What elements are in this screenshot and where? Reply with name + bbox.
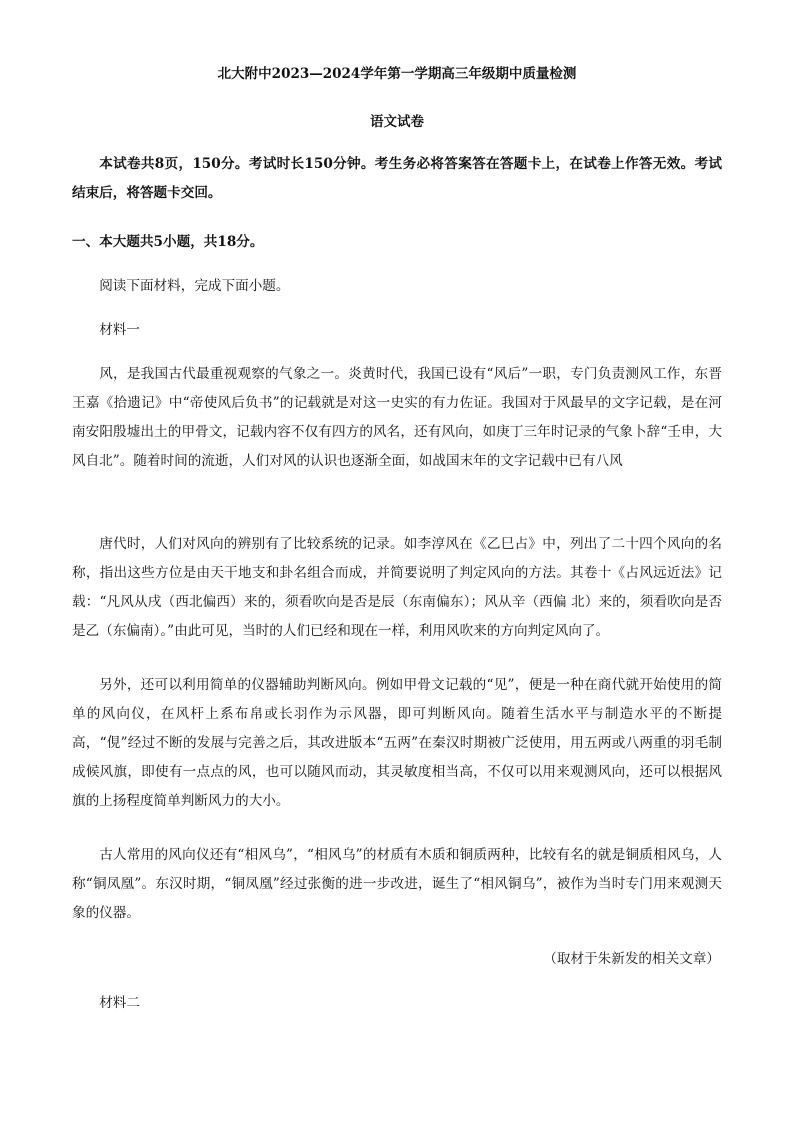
material-paragraph: 古人常用的风向仪还有“相风乌”，“相风乌”的材质有木质和铜质两种，比较有名的就是铜质相风乌，人称“铜凤凰”。东汉时期，“铜凤凰”经过张衡的进一步改进，诞生了“相风铜乌”，被作为当时专门用来观测天象的仪器。 <box>72 847 722 921</box>
material-paragraph: 风，是我国古代最重视观察的气象之一。炎黄时代，我国已设有“风后”一职，专门负责测风工作，东晋王嘉《拾遗记》中“帝使风后负书”的记载就是对这一史实的有力佐证。我国对于风最早的文字记载，是在河南安阳殷墟出土的甲骨文，记载内容不仅有四方的风名，还有风向，如庚丁三年时记录的气象卜辞“壬申，大风自北”。随着时间的流逝，人们对风的认识也逐渐全面，如战国末年的文字记载中已有八风 <box>72 366 722 469</box>
exam-title: 北大附中2023—2024学年第一学期高三年级期中质量检测 <box>217 66 577 82</box>
material-one-label: 材料一 <box>99 322 140 338</box>
section-heading: 一、本大题共5小题，共18分。 <box>72 234 264 250</box>
material-paragraph: 另外，还可以利用简单的仪器辅助判断风向。例如甲骨文记载的“见”，便是一种在商代就开始使用的简单的风向仪，在风杆上系布帛或长羽作为示风器，即可判断风向。随着生活水平与制造水平的不断提高，“俔”经过不断的发展与完善之后，其改进版本“五两”在秦汉时期被广泛使用，用五两或八两重的羽毛制成候风旗，即使有一点点的风，也可以随风而动，其灵敏度相当高，不仅可以用来观测风向，还可以根据风旗的上扬程度简单判断风力的大小。 <box>72 677 722 809</box>
exam-instructions: 本试卷共8页，150分。考试时长150分钟。考生务必将答案答在答题卡上，在试卷上作答无效。考试结束后，将答题卡交回。 <box>72 156 722 201</box>
reading-instruction: 阅读下面材料，完成下面小题。 <box>99 278 290 294</box>
material-two-label: 材料二 <box>99 995 140 1011</box>
exam-subtitle: 语文试卷 <box>370 114 424 130</box>
source-citation: （取材于朱新发的相关文章） <box>543 951 720 967</box>
material-paragraph: 唐代时，人们对风向的辨别有了比较系统的记录。如李淳风在《乙巳占》中，列出了二十四个风向的名称，指出这些方位是由天干地支和卦名组合而成，并简要说明了判定风向的方法。其卷十《占风远近法》记载：“凡风从戌（西北偏西）来的，须看吹向是否是辰（东南偏东）；风从辛（西偏 北）来的，须看吹向是否是乙（东偏南）。”由此可见，当时的人们已经和现在一样，利用风吹来的方向判定风向了。 <box>72 536 722 639</box>
